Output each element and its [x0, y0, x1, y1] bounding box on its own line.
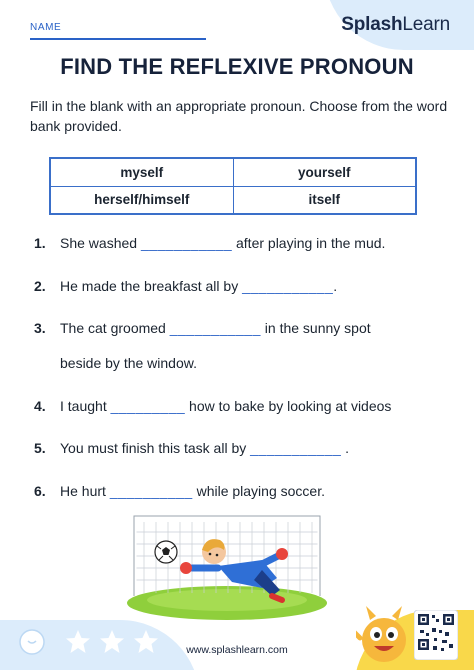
word-bank-row — [50, 186, 416, 214]
footer-url[interactable]: www.splashlearn.com — [186, 644, 288, 656]
question-6: 6. He hurt __________ while playing soccer. — [34, 483, 325, 499]
answer-blank[interactable]: ___________ — [140, 235, 233, 251]
word-bank-cell: myself — [50, 158, 233, 186]
answer-blank[interactable]: _________ — [110, 398, 186, 414]
page-title: FIND THE REFLEXIVE PRONOUN — [60, 54, 414, 79]
question-1: 1. She washed ___________ after playing in the mud. — [34, 235, 386, 251]
word-bank-cell: itself — [233, 186, 416, 214]
answer-blank[interactable]: ___________ — [169, 320, 261, 336]
name-line[interactable] — [30, 38, 206, 40]
answer-blank[interactable]: ___________ — [242, 278, 334, 294]
soccer-goal-illustration — [122, 508, 332, 620]
word-bank-row — [50, 158, 416, 186]
answer-blank[interactable]: __________ — [109, 483, 193, 499]
question-3-continued: beside by the window. — [60, 355, 197, 371]
word-bank-cell: herself/himself — [50, 186, 233, 214]
word-bank-table — [49, 157, 417, 215]
mascot-icon — [356, 602, 412, 664]
question-3: 3. The cat groomed ___________ in the sunny spot — [34, 320, 371, 336]
instructions: Fill in the blank with an appropriate pronoun. Choose from the word bank provided. — [30, 98, 448, 134]
question-2: 2. He made the breakfast all by ___________. — [34, 278, 338, 294]
qr-code-icon[interactable] — [414, 610, 458, 660]
question-4: 4. I taught _________ how to bake by looking at videos — [34, 398, 392, 414]
answer-blank[interactable]: ___________ — [250, 440, 342, 456]
brand-logo: SplashLearn — [341, 14, 450, 35]
name-label: NAME — [30, 22, 62, 33]
word-bank-cell: yourself — [233, 158, 416, 186]
soccer-ball-icon — [155, 541, 177, 563]
question-5: 5. You must finish this task all by ___________ . — [34, 440, 350, 456]
